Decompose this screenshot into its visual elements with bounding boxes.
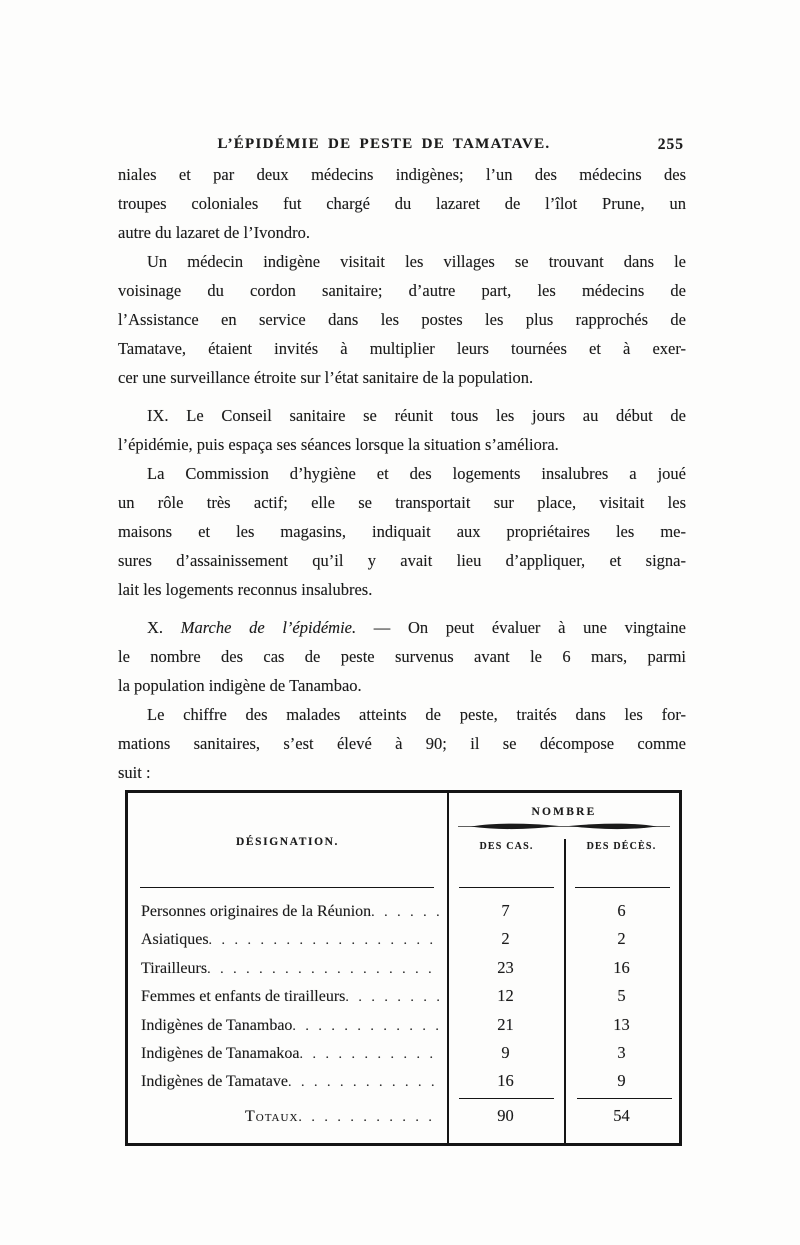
deaths-value: 13	[613, 1014, 630, 1034]
row-label-cell	[128, 960, 447, 978]
column-header-nombre: NOMBRE	[531, 806, 597, 818]
row-label-cell	[128, 1017, 447, 1035]
text-line: l’épidémie, puis espaça ses séances lorsque la situation s’améliora.	[118, 435, 559, 454]
dot-leader	[371, 903, 439, 921]
table-divider-vertical-1	[447, 793, 449, 1143]
text-line: voisinage du cordon sanitaire; d’autre part, les médecins de	[118, 281, 686, 300]
text-line: maisons et les magasins, indiquait aux propriétaires les me-	[118, 522, 686, 541]
row-label-cell	[128, 903, 447, 921]
text-line: X. Marche de l’épidémie. — On peut évaluer à une vingtaine	[147, 618, 686, 637]
table-row	[128, 929, 679, 957]
header-rule-cases	[459, 887, 554, 888]
decorative-swash-rule	[457, 821, 671, 831]
cases-value: 2	[501, 929, 510, 949]
cases-value: 16	[497, 1071, 514, 1091]
dot-leader	[300, 1045, 439, 1063]
text-line: Le chiffre des malades atteints de peste, traités dans les for-	[147, 705, 686, 724]
table-row	[128, 901, 679, 929]
table-body	[128, 901, 679, 1100]
paragraph	[118, 247, 686, 392]
dot-leader	[288, 1073, 439, 1091]
dot-leader	[298, 1108, 439, 1126]
statistics-table	[125, 790, 682, 1146]
running-head	[118, 136, 684, 158]
header-rule-designation	[140, 887, 434, 888]
cases-value: 12	[497, 986, 514, 1006]
text-line: la population indigène de Tanambao.	[118, 676, 362, 695]
row-label: Asiatiques	[141, 931, 209, 949]
text-line: suit :	[118, 763, 151, 782]
text-line: un rôle très actif; elle se transportait sur place, visitait les	[118, 493, 686, 512]
deaths-value: 2	[617, 929, 626, 949]
text-line: Tamatave, étaient invités à multiplier leurs tournées et à exer-	[118, 339, 686, 358]
cases-value: 23	[497, 957, 514, 977]
table-divider-vertical-2	[564, 839, 566, 1143]
row-label-cell	[128, 931, 447, 949]
text-line: autre du lazaret de l’Ivondro.	[118, 223, 310, 242]
text-line: cer une surveillance étroite sur l’état sanitaire de la population.	[118, 368, 534, 387]
dot-leader	[207, 960, 439, 978]
totals-cases-value: 90	[497, 1106, 514, 1125]
table-row	[128, 1043, 679, 1071]
deaths-value: 6	[617, 901, 626, 920]
row-label-cell	[128, 1073, 447, 1091]
cases-value: 9	[501, 1042, 510, 1062]
text-line: Un médecin indigène visitait les villages se trouvant dans le	[147, 252, 686, 271]
table-row	[128, 1015, 679, 1043]
deaths-value: 3	[617, 1042, 626, 1062]
row-label: Tirailleurs	[141, 959, 208, 977]
row-label-cell	[128, 988, 447, 1006]
cases-value: 21	[497, 1014, 514, 1034]
header-rule-deaths	[575, 887, 670, 888]
row-label: Indigènes de Tanamakoa	[141, 1044, 300, 1062]
paragraph	[118, 459, 686, 604]
row-label: Personnes originaires de la Réunion	[141, 903, 372, 920]
table-row	[128, 1071, 679, 1099]
paragraph	[118, 401, 686, 459]
text-line: IX. Le Conseil sanitaire se réunit tous les jours au début de	[147, 406, 686, 425]
body-text	[118, 160, 686, 787]
text-line: sures d’assainissement qu’il y avait lieu d’appliquer, et signa-	[118, 551, 686, 570]
text-line: mations sanitaires, s’est élevé à 90; il se décompose comme	[118, 734, 686, 753]
dot-leader	[292, 1017, 439, 1035]
page-number: 255	[657, 136, 684, 153]
cases-value: 7	[501, 901, 510, 920]
deaths-value: 16	[613, 957, 630, 977]
paragraph	[118, 160, 686, 247]
page-title: L’ÉPIDÉMIE DE PESTE DE TAMATAVE.	[217, 136, 551, 152]
text-line: lait les logements reconnus insalubres.	[118, 580, 373, 599]
column-header-deaths: DES DÉCÈS.	[586, 841, 657, 852]
dot-leader	[345, 988, 439, 1006]
deaths-value: 5	[617, 986, 626, 1006]
table-row	[128, 958, 679, 986]
table-row	[128, 986, 679, 1014]
text-line: niales et par deux médecins indigènes; l’un des médecins des	[118, 165, 686, 184]
totals-rule-cases	[459, 1098, 554, 1099]
text-line: troupes coloniales fut chargé du lazaret de l’îlot Prune, un	[118, 194, 686, 213]
totals-rule-deaths	[577, 1098, 672, 1099]
text-line: le nombre des cas de peste survenus avant le 6 mars, parmi	[118, 647, 686, 666]
row-label: Indigènes de Tamatave	[141, 1073, 288, 1091]
dot-leader	[209, 931, 439, 949]
totals-row	[128, 1106, 679, 1136]
row-label-cell	[128, 1045, 447, 1063]
deaths-value: 9	[617, 1071, 626, 1091]
paragraph	[118, 613, 686, 700]
totals-deaths-value: 54	[613, 1106, 630, 1125]
column-header-designation: DÉSIGNATION.	[235, 836, 340, 848]
row-label: Indigènes de Tanambao	[141, 1016, 293, 1034]
paragraph	[118, 700, 686, 787]
text-line: l’Assistance en service dans les postes les plus rapprochés de	[118, 310, 686, 329]
row-label: Femmes et enfants de tirailleurs	[141, 988, 346, 1006]
column-header-cases: DES CAS.	[479, 841, 534, 852]
text-line: La Commission d’hygiène et des logements insalubres a joué	[147, 464, 686, 483]
totals-label: Totaux	[245, 1108, 299, 1125]
